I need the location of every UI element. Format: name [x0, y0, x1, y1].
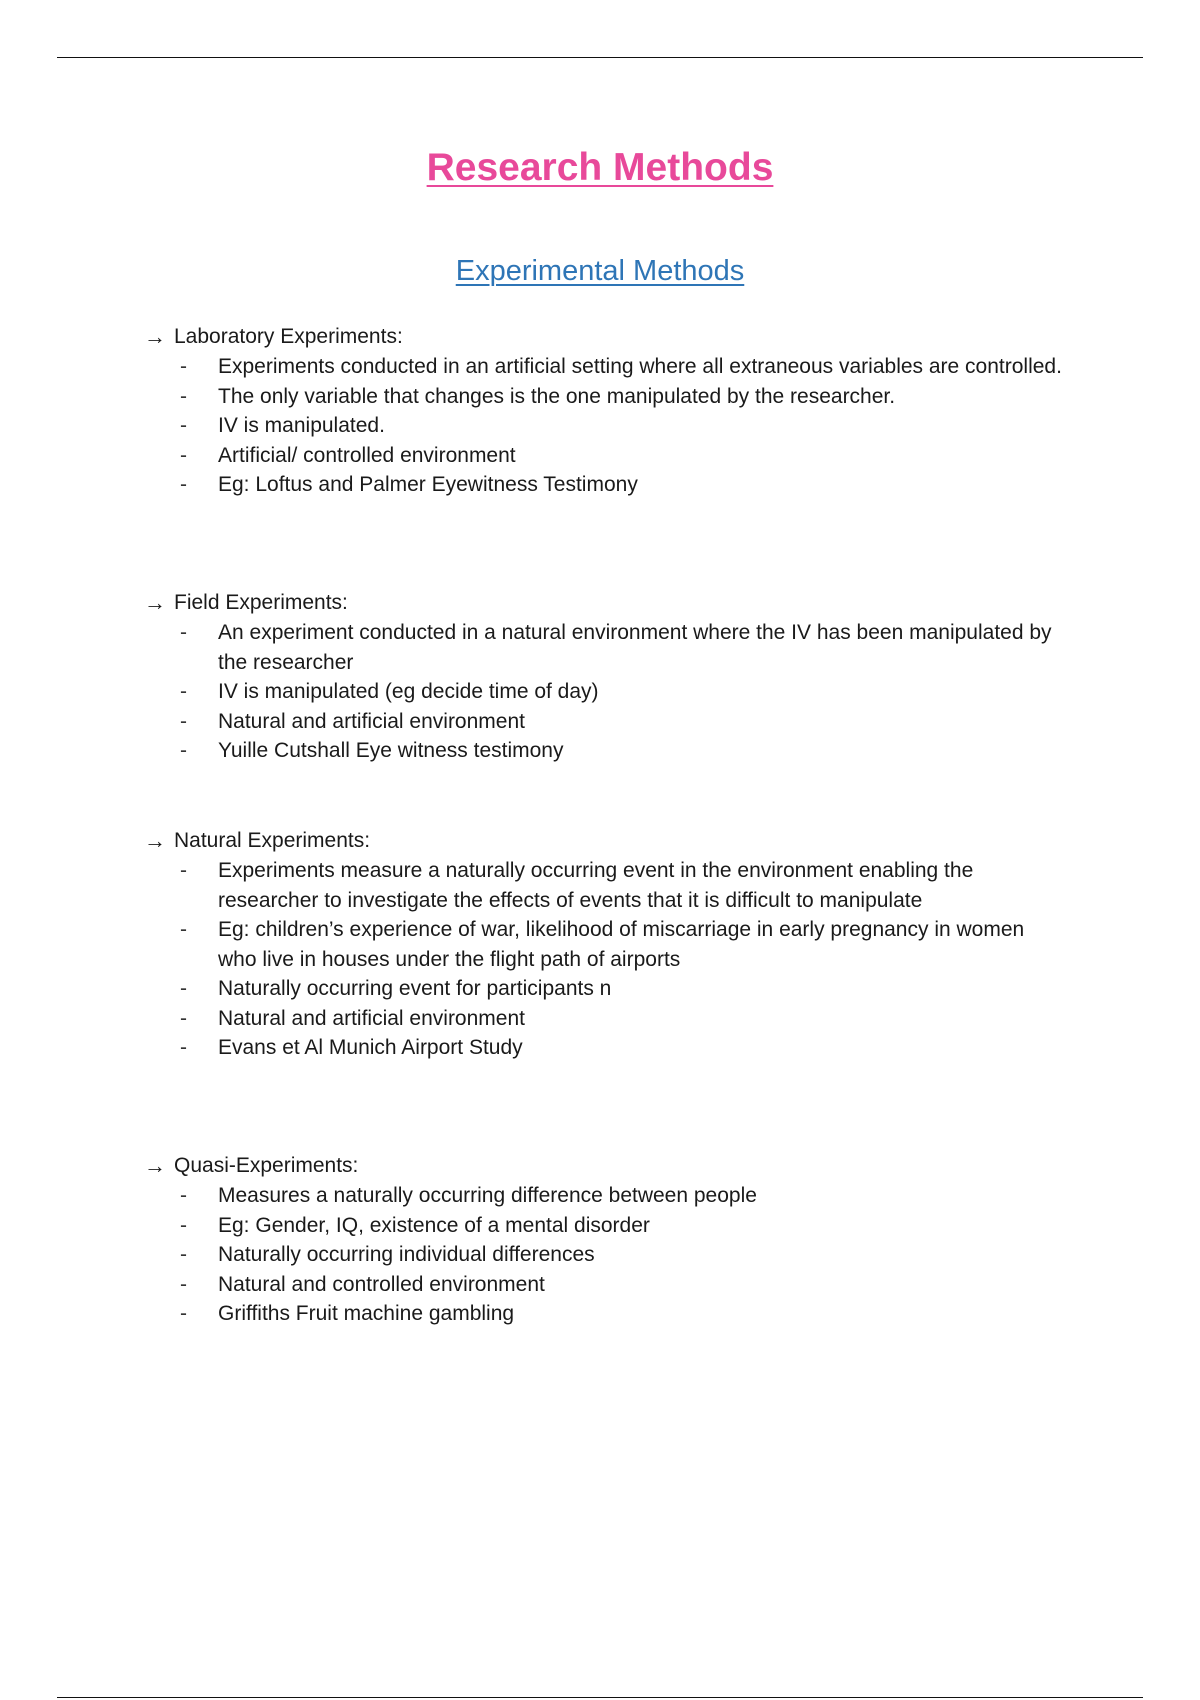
- list-item-text: Artificial/ controlled environment: [218, 443, 516, 467]
- list-item-text: Griffiths Fruit machine gambling: [218, 1302, 515, 1325]
- list-item-text: IV is manipulated.: [218, 414, 385, 437]
- dash-icon: -: [180, 1302, 187, 1325]
- document-subtitle-text: Experimental Methods: [455, 255, 745, 287]
- section-heading: [144, 826, 1064, 856]
- document-title-text: Research Methods: [426, 146, 774, 189]
- section-heading-text: Quasi-Experiments:: [174, 1154, 359, 1178]
- section-laboratory-experiments: [144, 322, 1064, 500]
- section-field-experiments: [144, 588, 1064, 766]
- dash-icon: -: [180, 1272, 187, 1296]
- bullet-list: [144, 1181, 1064, 1329]
- right-arrow-icon: →: [144, 828, 166, 854]
- list-item: [144, 1270, 1064, 1300]
- dash-icon: -: [180, 1184, 187, 1207]
- list-item-text: Experiments conducted in an artificial setting where all extraneous variables are controlled.: [218, 355, 1062, 378]
- list-item-text: Eg: children’s experience of war, likelihood of miscarriage in early pregnancy in women who live in houses under the flight path of airports: [218, 918, 1025, 971]
- list-item-text: The only variable that changes is the one manipulated by the researcher.: [218, 384, 896, 408]
- dash-icon: -: [180, 1036, 187, 1059]
- list-item: [144, 470, 1064, 500]
- right-arrow-icon: →: [144, 590, 166, 616]
- dash-icon: -: [180, 859, 187, 882]
- right-arrow-icon: →: [144, 1153, 166, 1179]
- section-heading: [144, 322, 1064, 352]
- list-item: [144, 1240, 1064, 1270]
- dash-icon: -: [180, 918, 187, 941]
- list-item: [144, 1299, 1064, 1329]
- bottom-rule: [57, 1697, 1143, 1698]
- dash-icon: -: [180, 977, 187, 1000]
- section-quasi-experiments: [144, 1151, 1064, 1329]
- list-item: [144, 707, 1064, 737]
- list-item-text: Measures a naturally occurring difference between people: [218, 1184, 757, 1207]
- dash-icon: -: [180, 1006, 187, 1030]
- dash-icon: -: [180, 414, 187, 437]
- dash-icon: -: [180, 473, 187, 496]
- right-arrow-icon: →: [144, 324, 166, 350]
- list-item-text: Natural and artificial environment: [218, 709, 525, 733]
- section-heading-text: Natural Experiments:: [174, 829, 371, 853]
- bullet-list: [144, 352, 1064, 500]
- list-item-text: Experiments measure a naturally occurring event in the environment enabling the researcher to investigate the effects of events that it is difficult to manipulate: [218, 859, 974, 912]
- top-rule: [57, 57, 1143, 58]
- dash-icon: -: [180, 1213, 187, 1237]
- dash-icon: -: [180, 355, 187, 378]
- document-subtitle: [0, 257, 1200, 286]
- list-item-text: An experiment conducted in a natural environment where the IV has been manipulated by the researcher: [218, 621, 1052, 674]
- list-item-text: Eg: Gender, IQ, existence of a mental disorder: [218, 1213, 650, 1237]
- list-item: [144, 1211, 1064, 1241]
- list-item-text: Evans et Al Munich Airport Study: [218, 1036, 523, 1059]
- bullet-list: [144, 856, 1064, 1063]
- section-heading-text: Field Experiments:: [174, 591, 348, 615]
- dash-icon: -: [180, 709, 187, 733]
- section-natural-experiments: [144, 826, 1064, 1063]
- dash-icon: -: [180, 1243, 187, 1266]
- section-heading: [144, 1151, 1064, 1181]
- list-item: [144, 441, 1064, 471]
- dash-icon: -: [180, 443, 187, 467]
- section-heading-text: Laboratory Experiments:: [174, 325, 403, 349]
- bullet-list: [144, 618, 1064, 766]
- list-item: [144, 411, 1064, 441]
- list-item: [144, 856, 1064, 915]
- list-item-text: Yuille Cutshall Eye witness testimony: [218, 739, 564, 762]
- list-item: [144, 974, 1064, 1004]
- list-item: [144, 736, 1064, 766]
- dash-icon: -: [180, 680, 187, 703]
- list-item-text: Naturally occurring event for participants n: [218, 977, 612, 1000]
- list-item: [144, 1004, 1064, 1034]
- list-item-text: Natural and controlled environment: [218, 1272, 545, 1296]
- list-item: [144, 352, 1064, 382]
- list-item: [144, 618, 1064, 677]
- list-item: [144, 1033, 1064, 1063]
- list-item-text: Naturally occurring individual differences: [218, 1243, 595, 1266]
- list-item: [144, 915, 1064, 974]
- section-heading: [144, 588, 1064, 618]
- list-item-text: Eg: Loftus and Palmer Eyewitness Testimony: [218, 473, 638, 496]
- list-item: [144, 382, 1064, 412]
- dash-icon: -: [180, 621, 187, 644]
- list-item-text: Natural and artificial environment: [218, 1006, 525, 1030]
- document-title: [0, 148, 1200, 187]
- list-item: [144, 1181, 1064, 1211]
- list-item: [144, 677, 1064, 707]
- dash-icon: -: [180, 739, 187, 762]
- list-item-text: IV is manipulated (eg decide time of day): [218, 680, 599, 703]
- dash-icon: -: [180, 384, 187, 408]
